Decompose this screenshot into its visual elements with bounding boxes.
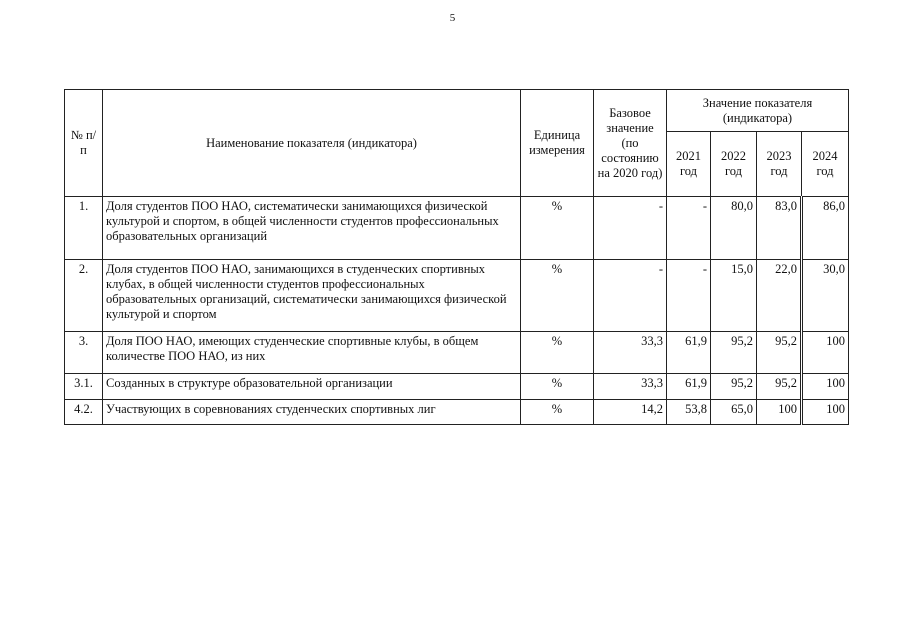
row-value-2022: 95,2 <box>711 374 757 400</box>
row-value-2024: 30,0 <box>802 260 849 332</box>
row-value-2022: 15,0 <box>711 260 757 332</box>
header-unit: Единица измерения <box>521 90 594 197</box>
row-unit: % <box>521 332 594 374</box>
header-year-2022: 2022 год <box>711 132 757 197</box>
row-value-2023: 83,0 <box>757 197 802 260</box>
row-name: Доля студентов ПОО НАО, занимающихся в студенческих спортивных клубах, в общей численности студентов профессиональных образовательных организаций, систематически занимающихся физической культурой и спортом <box>103 260 521 332</box>
table-row <box>65 332 849 374</box>
row-num: 3. <box>65 332 103 374</box>
row-value-2024: 100 <box>802 374 849 400</box>
row-value-2024: 100 <box>802 400 849 425</box>
header-num: № п/п <box>65 90 103 197</box>
row-value-2021: - <box>667 260 711 332</box>
row-value-2021: - <box>667 197 711 260</box>
row-base: - <box>594 260 667 332</box>
row-value-2023: 95,2 <box>757 374 802 400</box>
indicators-table <box>64 89 849 425</box>
row-value-2024: 86,0 <box>802 197 849 260</box>
row-num: 2. <box>65 260 103 332</box>
row-value-2023: 95,2 <box>757 332 802 374</box>
table-row <box>65 197 849 260</box>
row-value-2021: 53,8 <box>667 400 711 425</box>
row-base: 14,2 <box>594 400 667 425</box>
table-row <box>65 400 849 425</box>
row-num: 1. <box>65 197 103 260</box>
row-base: 33,3 <box>594 332 667 374</box>
row-value-2023: 100 <box>757 400 802 425</box>
row-unit: % <box>521 374 594 400</box>
row-unit: % <box>521 260 594 332</box>
header-year-2024: 2024 год <box>802 132 849 197</box>
row-value-2022: 95,2 <box>711 332 757 374</box>
row-unit: % <box>521 400 594 425</box>
row-name: Созданных в структуре образовательной организации <box>103 374 521 400</box>
row-value-2022: 65,0 <box>711 400 757 425</box>
row-num: 4.2. <box>65 400 103 425</box>
header-year-2021: 2021 год <box>667 132 711 197</box>
row-value-2021: 61,9 <box>667 332 711 374</box>
row-value-2023: 22,0 <box>757 260 802 332</box>
page-number: 5 <box>449 12 456 24</box>
row-value-2021: 61,9 <box>667 374 711 400</box>
table-row <box>65 260 849 332</box>
table-row <box>65 374 849 400</box>
row-value-2022: 80,0 <box>711 197 757 260</box>
row-value-2024: 100 <box>802 332 849 374</box>
header-name: Наименование показателя (индикатора) <box>103 90 521 197</box>
row-base: 33,3 <box>594 374 667 400</box>
row-name: Доля студентов ПОО НАО, систематически занимающихся физической культурой и спортом, в общей численности студентов профессиональных образовательных организаций <box>103 197 521 260</box>
header-base: Базовое значение (по состоянию на 2020 год) <box>594 90 667 197</box>
row-name: Доля ПОО НАО, имеющих студенческие спортивные клубы, в общем количестве ПОО НАО, из них <box>103 332 521 374</box>
row-base: - <box>594 197 667 260</box>
row-num: 3.1. <box>65 374 103 400</box>
row-unit: % <box>521 197 594 260</box>
header-value-group: Значение показателя (индикатора) <box>667 90 849 132</box>
row-name: Участвующих в соревнованиях студенческих спортивных лиг <box>103 400 521 425</box>
header-year-2023: 2023 год <box>757 132 802 197</box>
